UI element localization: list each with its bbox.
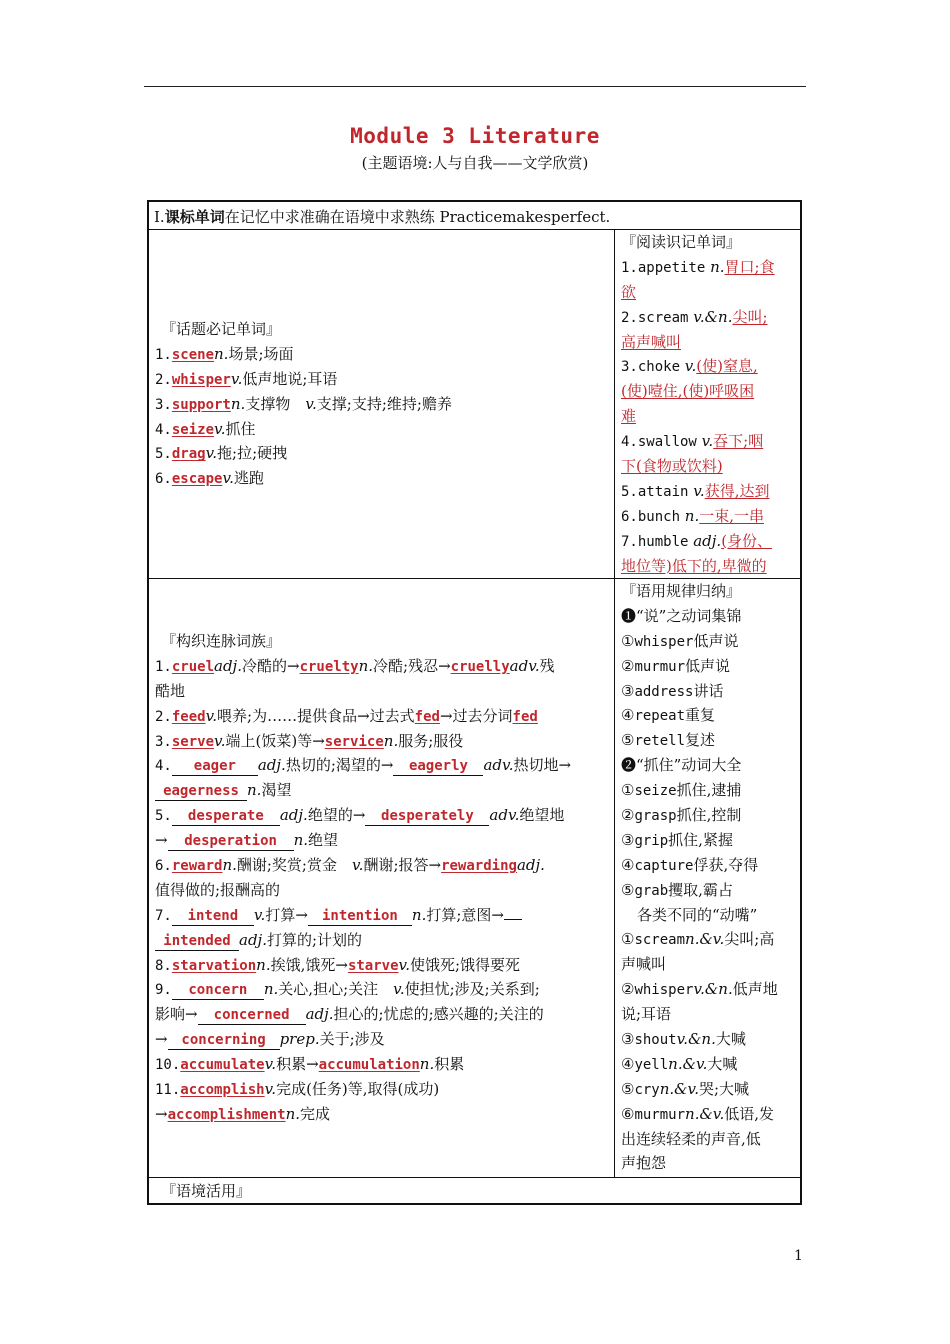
group-heading: ❶“说”之动词集锦 (621, 606, 742, 625)
list-item: 9. concern n.关心,担心;关注 v.使担忧;涉及;关系到; (155, 980, 540, 999)
page-number: 1 (794, 1248, 803, 1264)
list-item: 3.servev.端上(饭菜)等→servicen.服务;服役 (155, 731, 464, 750)
list-item: 5.dragv.拖;拉;硬拽 (155, 444, 288, 463)
list-item: 5. desperate adj.绝望的→ desperately adv.绝望地 (155, 806, 565, 825)
answer-word: drag (171, 446, 206, 463)
header-rule (144, 86, 806, 87)
list-item: 6.rewardn.酬谢;奖赏;赏金 v.酬谢;报答→rewardingadj. (155, 856, 545, 875)
list-item: 4.swallow v.吞下;咽 (621, 432, 764, 451)
list-item: ⑤cryn.&v.哭;大喊 (621, 1079, 750, 1098)
section-bold: 课标单词 (164, 208, 225, 226)
list-item: 11.accomplishv.完成(任务)等,取得(成功) (155, 1080, 440, 1099)
list-item: ④repeat重复 (621, 706, 716, 725)
reading-words-cell: 『阅读识记单词』 1.appetite n.胃口;食 欲 2.scream v.&n.尖叫; 高声喊叫 3.choke v.(使)窒息, (使)噎住,(使)呼吸困 难 4.swallow v.吞下;咽 下(食物或饮料) 5.attain v.获得,达到 6.bunch n.一束,一串 7.humble adj.(身份、 地位等)低下的,卑微的 (621, 230, 797, 578)
answer-word: support (171, 396, 231, 413)
list-item: 7.humble adj.(身份、 (621, 531, 773, 550)
family-heading: 『构织连脉词族』 (161, 632, 282, 650)
list-item: ②murmur低声说 (621, 656, 731, 675)
answer-word: scene (171, 346, 215, 363)
context-cell (161, 1179, 761, 1204)
section-rest: 在记忆中求准确在语境中求熟练 Practicemakesperfect. (224, 208, 611, 226)
list-item: 3.supportn.支撑物 v.支撑;支持;维持;赡养 (155, 394, 452, 413)
list-item: 6.escapev.逃跑 (155, 469, 264, 488)
list-item: 2.feedv.喂养;为……提供食品→过去式fed→过去分词fed (155, 706, 538, 725)
list-item: ③address讲话 (621, 681, 724, 700)
section-header-row (149, 202, 800, 230)
list-item: ②grasp抓住,控制 (621, 806, 742, 825)
vocabulary-table (147, 200, 802, 1205)
list-item: 2.whisperv.低声地说;耳语 (155, 369, 338, 388)
topic-words-cell (155, 317, 610, 491)
page-title: Module 3 Literature (350, 124, 600, 148)
list-item: ①whisper低声说 (621, 631, 739, 650)
section-number: Ⅰ. (154, 208, 165, 226)
reading-heading: 『阅读识记单词』 (621, 233, 742, 251)
list-item: ⑤retell复述 (621, 731, 716, 750)
list-item: 6.bunch n.一束,一串 (621, 506, 765, 525)
list-item: 1.scenen.场景;场面 (155, 344, 294, 363)
list-item: 2.scream v.&n.尖叫; (621, 307, 768, 326)
usage-heading: 『语用规律归纳』 (621, 582, 742, 600)
list-item: 10.accumulatev.积累→accumulationn.积累 (155, 1055, 465, 1074)
row-divider-3 (149, 1177, 800, 1178)
section-header (154, 206, 610, 227)
context-heading: 『语境活用』 (161, 1182, 252, 1200)
list-item: ①screamn.&v.尖叫;高 (621, 930, 775, 949)
answer-word: seize (171, 421, 215, 438)
list-item: ④yelln.&v.大喊 (621, 1054, 738, 1073)
list-item: ③shoutv.&n.大喊 (621, 1030, 746, 1049)
column-divider (614, 230, 615, 1177)
group-heading: ❷“抓住”动词大全 (621, 756, 742, 775)
list-item: 7. intend v.打算→ intention n.打算;意图→ (155, 903, 610, 928)
list-item: 4. eager adj.热切的;渴望的→ eagerly adv.热切地→ (155, 756, 572, 775)
list-item: ⑤grab攫取,霸占 (621, 880, 733, 899)
usage-rules-cell: 『语用规律归纳』 ❶“说”之动词集锦 ①whisper低声说 ②murmur低声说 ③address讲话 ④repeat重复 ⑤retell复述 ❷“抓住”动词大全 ①seize抓住,逮捕 ②grasp抓住,控制 ③grip抓住,紧握 ④capture俘获,夺得 ⑤grab攫取,霸占 各类不同的“动嘴” ①screamn.&v.尖叫;高 声喊叫 ②whisperv.&n.低声地 说;耳语 ③shoutv.&n.大喊 ④yelln.&v.大喊 ⑤cryn.&v.哭;大喊 ⑥murmurn.&v.低语,发 出连续轻柔的声音,低 声抱怨 (621, 579, 797, 1176)
group-heading: 各类不同的“动嘴” (637, 905, 758, 924)
list-item: 8.starvationn.挨饿,饿死→starvev.使饿死;饿得要死 (155, 955, 521, 974)
list-item: ②whisperv.&n.低声地 (621, 980, 778, 999)
list-item: 1.appetite n.胃口;食 (621, 257, 775, 276)
list-item: ①seize抓住,逮捕 (621, 781, 742, 800)
list-item: 4.seizev.抓住 (155, 419, 256, 438)
word-family-cell: 『构织连脉词族』 1.crueladj.冷酷的→crueltyn.冷酷;残忍→cruellyadv.残 酷地 2.feedv.喂养;为……提供食品→过去式fed→过去分词fed 3.servev.端上(饭菜)等→servicen.服务;服役 4. eager adj.热切的;渴望的→ eagerly adv.热切地→ eagerness n.渴望 5. desperate adj.绝望的→ desperately adv.绝望地 → desperation n.绝望 6.rewardn.酬谢;奖赏;赏金 v.酬谢;报答→rewardingadj. 值得做的;报酬高的 7. intend v.打算→ intention n.打算;意图→ intended adj.打算的;计划的 8.starvationn.挨饿,饿死→starvev.使饿死;饿得要死 9. concern n.关心,担心;关注 v.使担忧;涉及;关系到; 影响→ concerned adj.担心的;忧虑的;感兴趣的;关注的 → concerning prep.关于;涉及 10.accumulatev.积累→accumulationn.积累 11.accomplishv.完成(任务)等,取得(成功) →accomplishmentn.完成 (155, 629, 610, 1127)
answer-word: escape (171, 471, 223, 488)
list-item: 3.choke v.(使)窒息, (621, 357, 758, 376)
list-item: ⑥murmurn.&v.低语,发 (621, 1104, 775, 1123)
list-item: 1.crueladj.冷酷的→crueltyn.冷酷;残忍→cruellyadv.残 (155, 656, 555, 675)
page-subtitle: (主题语境:人与自我——文学欣赏) (361, 154, 589, 172)
list-item: 5.attain v.获得,达到 (621, 481, 770, 500)
topic-heading: 『话题必记单词』 (161, 320, 282, 338)
list-item: ④capture俘获,夺得 (621, 855, 759, 874)
answer-word: whisper (171, 371, 231, 388)
list-item: ③grip抓住,紧握 (621, 830, 733, 849)
